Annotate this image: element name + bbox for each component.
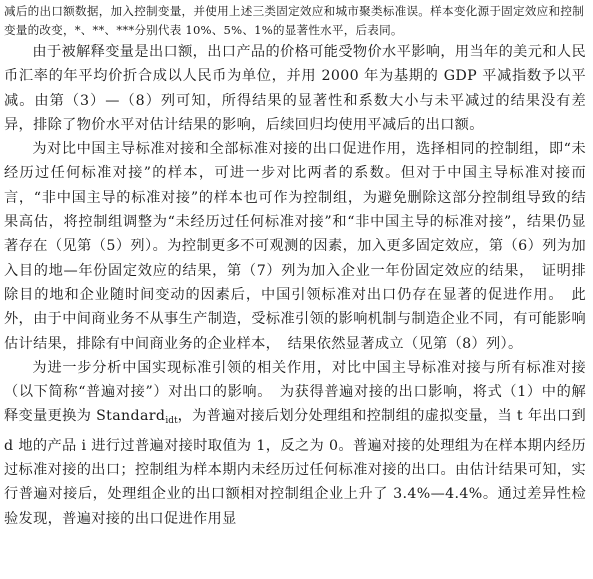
paragraph-control-group: 为对比中国主导标准对接和全部标准对接的出口促进作用，选择相同的控制组，即“未经历过任何标准对接”的样本，可进一步对比两者的系数。但对于中国主导标准对接而言，“非中国主导的标准对接”的样本也可作为控制组，为避免删除这部分控制组导致的结果高估，将控制组调整为“未经历过任何标准对接”和“非中国主导的标准对接”，结果仍显著存在（见第（5）列）。为控制更多不可观测的因素，加入更多固定效应，第（6）列为加入目的地—年份固定效应的结果，第（7）列为加入企业一年份固定效应的结果， 证明排除目的地和企业随时间变动的因素后，中国引领标准对出口仍存在显著的促进作用。 此外，由于中间商业务不从事生产制造，受标准引领的影响机制与制造企业不同，有可能影响估计结果，排除有中间商业务的企业样本， 结果依然显著成立（见第（8）列）。 — [4, 141, 586, 352]
paragraph-deflation: 由于被解释变量是出口额，出口产品的价格可能受物价水平影响，用当年的美元和人民币汇率的年平均价折合成以人民币为单位，并用 2000 年为基期的 GDP 平减指数予以平减。由第（3）—（8）列可知，所得结果的显著性和系数大小与未平减过的结果没有差异，排除了物价水平对估计结果的影响，后续回归均使用平减后的出口额。 — [4, 44, 586, 133]
table-footnote: 减后的出口额数据，加入控制变量，并使用上述三类固定效应和城市聚类标准误。样本变化源于固定效应和控制变量的改变，*、**、***分别代表 10%、5%、1%的显著性水平，后表同。 — [4, 4, 584, 37]
paragraph-universal-docking-part-2: ，为普遍对接后划分处理组和控制组的虚拟变量，当 t 年出口到 d 地的产品 i 进行过普遍对接时取值为 1，反之为 0。普遍对接的处理组为在样本期内经历过标准对接的出口；控制组为样本期内未经历过任何标准对接的出口。由估计结果可知，实行普遍对接后，处理组企业的出口额相对控制组企业上升了 3.4%—4.4%。通过差异性检验发现，普遍对接的出口促进作用显 — [4, 408, 586, 527]
body-text — [4, 40, 586, 531]
paragraph-universal-docking-part-1: 为进一步分析中国实现标准引领的相关作用，对比中国主导标准对接与所有标准对接（以下简称“普遍对接”）对出口的影响。 为获得普遍对接的出口影响，将式（1）中的解释变量更换为 Standard — [4, 359, 586, 425]
paragraph-universal-docking — [4, 356, 586, 531]
standard-subscript: idt — [165, 416, 178, 427]
